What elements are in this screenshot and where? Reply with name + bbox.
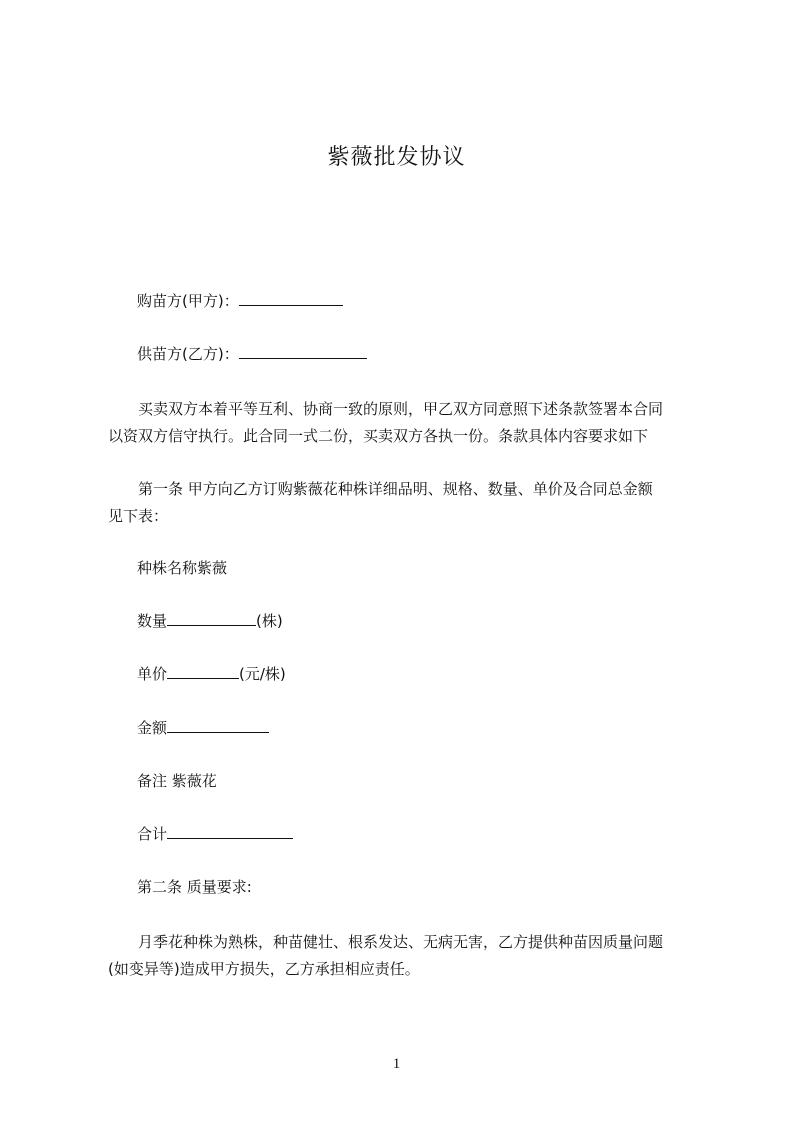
article-1-paragraph [108, 476, 708, 530]
article-2-heading: 第二条 质量要求: [137, 878, 252, 896]
quality-line-1: 月季花种株为熟株，种苗健壮、根系发达、无病无害，乙方提供种苗因质量问题 [138, 933, 664, 951]
document-title: 紫薇批发协议 [327, 145, 466, 170]
seller-line [137, 344, 367, 364]
quantity-label: 数量 [137, 612, 168, 630]
article-1-line-2: 见下表： [108, 507, 169, 525]
article-1-line-1: 第一条 甲方向乙方订购紫薇花种株详细品明、规格、数量、单价及合同总金额 [138, 480, 653, 498]
quality-line-2: (如变异等)造成甲方损失，乙方承担相应责任。 [108, 960, 420, 978]
quantity-line [137, 611, 283, 631]
quality-paragraph [108, 929, 708, 983]
item-name-line: 种株名称紫薇 [137, 559, 228, 577]
quantity-unit: (株) [256, 612, 283, 630]
seller-blank[interactable] [239, 344, 367, 359]
total-blank[interactable] [167, 824, 293, 839]
remark-line: 备注 紫薇花 [137, 772, 217, 790]
buyer-line [137, 291, 343, 311]
intro-line-1: 买卖双方本着平等互利、协商一致的原则，甲乙双方同意照下述条款签署本合同 [138, 400, 664, 418]
unit-price-blank[interactable] [167, 664, 239, 679]
quantity-blank[interactable] [167, 611, 256, 626]
unit-price-line [137, 664, 286, 684]
buyer-blank[interactable] [239, 291, 343, 306]
unit-price-label: 单价 [137, 665, 168, 683]
total-label: 合计 [137, 825, 168, 843]
total-line [137, 824, 293, 844]
seller-label: 供苗方(乙方)： [137, 345, 239, 363]
intro-paragraph [108, 396, 708, 450]
page-number: 1 [392, 1056, 401, 1072]
intro-line-2: 以资双方信守执行。此合同一式二份，买卖双方各执一份。条款具体内容要求如下 [108, 427, 649, 445]
amount-blank[interactable] [167, 718, 269, 733]
unit-price-unit: (元/株) [239, 665, 286, 683]
buyer-label: 购苗方(甲方)： [137, 292, 239, 310]
amount-label: 金额 [137, 719, 168, 737]
amount-line [137, 718, 269, 738]
